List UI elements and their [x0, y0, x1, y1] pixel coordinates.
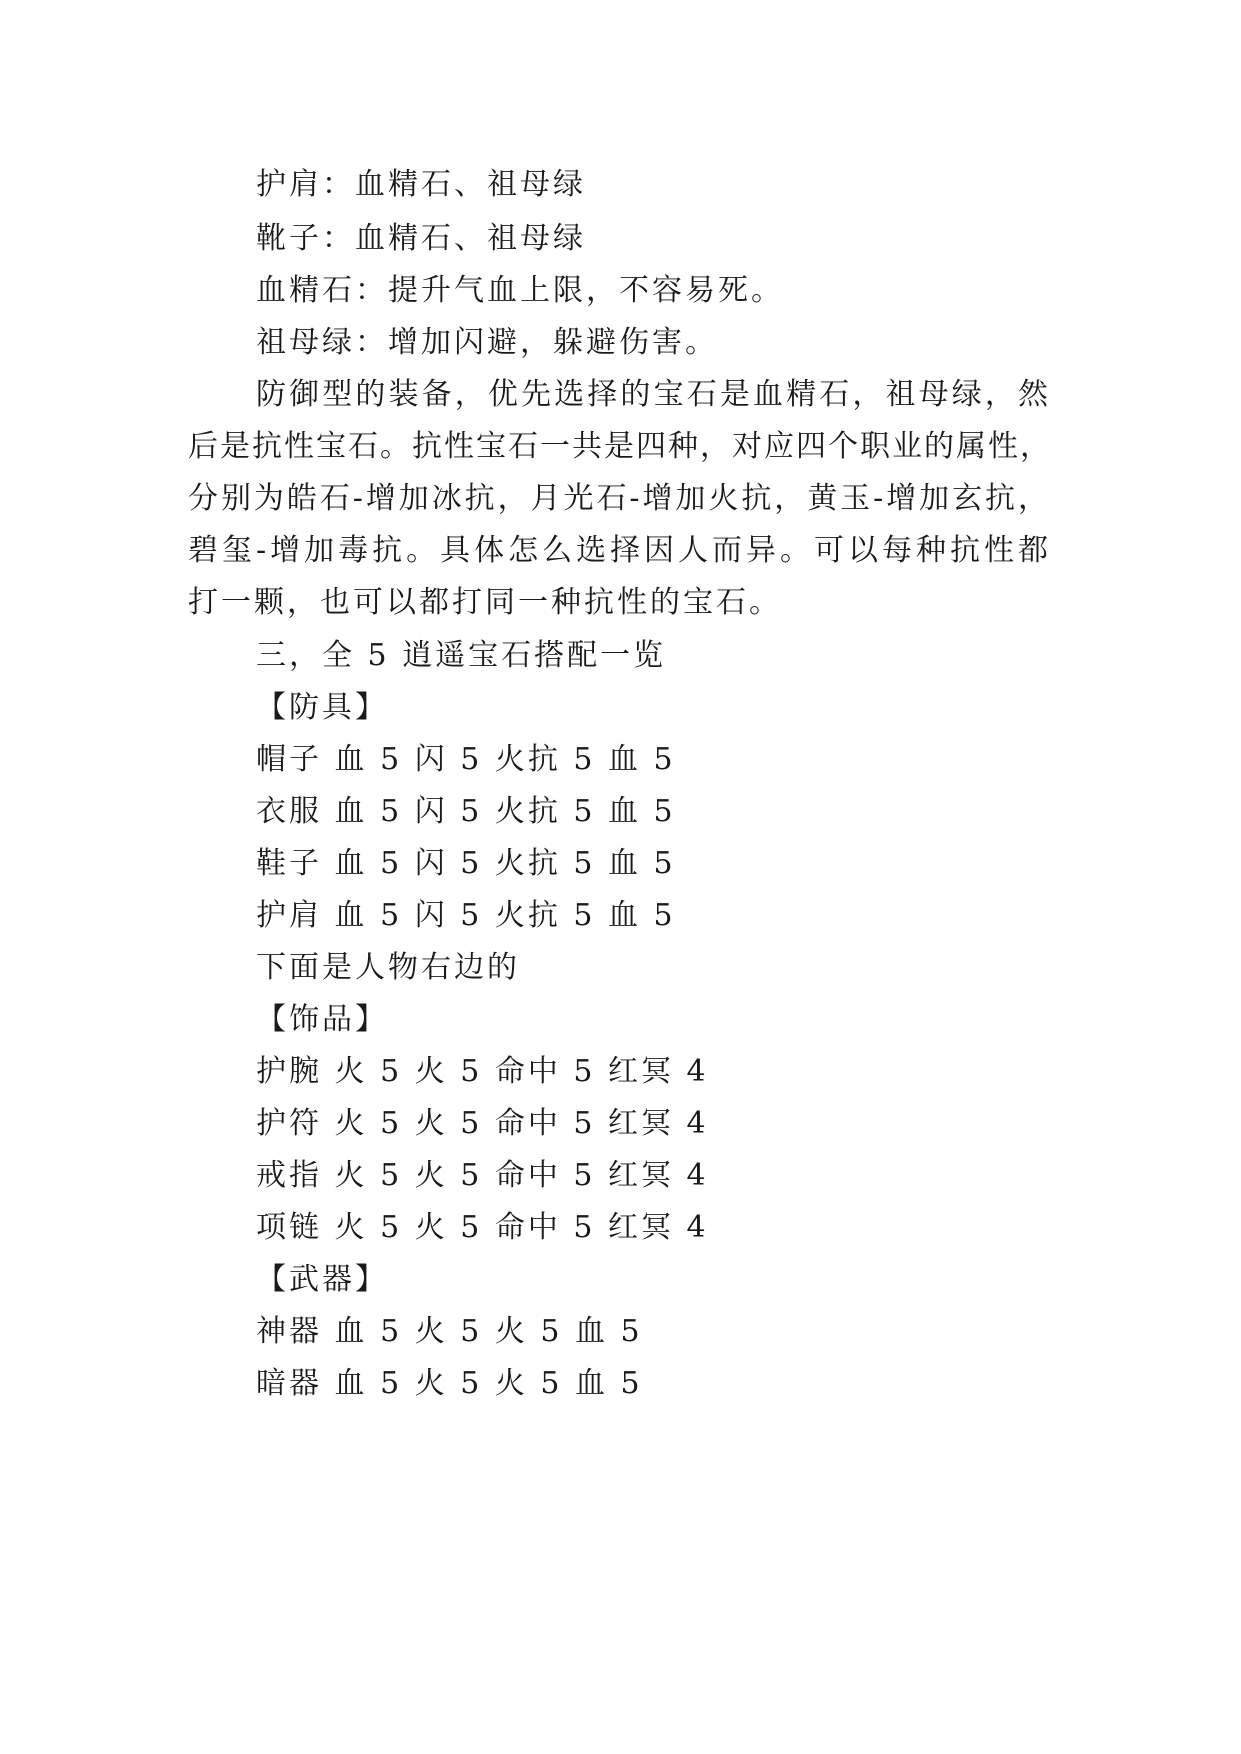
gem-row: 衣服 血 5 闪 5 火抗 5 血 5	[256, 794, 676, 829]
paragraph-line: 分别为皓石-增加冰抗，月光石-增加火抗，黄玉-增加玄抗，	[188, 481, 1050, 516]
text-line: 靴子：血精石、祖母绿	[256, 221, 586, 256]
paragraph-line: 碧玺-增加毒抗。具体怎么选择因人而异。可以每种抗性都	[188, 533, 1050, 568]
section-heading: 三，全 5 逍遥宝石搭配一览	[256, 638, 667, 673]
gem-row: 项链 火 5 火 5 命中 5 红冥 4	[256, 1210, 709, 1245]
gem-row: 护腕 火 5 火 5 命中 5 红冥 4	[256, 1054, 709, 1089]
paragraph-line: 防御型的装备，优先选择的宝石是血精石，祖母绿，然	[256, 377, 1050, 412]
gem-row: 暗器 血 5 火 5 火 5 血 5	[256, 1366, 643, 1401]
category-heading-accessories: 【饰品】	[256, 1002, 388, 1037]
text-line: 祖母绿：增加闪避，躲避伤害。	[256, 325, 718, 360]
text-line: 血精石：提升气血上限，不容易死。	[256, 273, 784, 308]
gem-row: 帽子 血 5 闪 5 火抗 5 血 5	[256, 742, 676, 777]
paragraph-line: 后是抗性宝石。抗性宝石一共是四种，对应四个职业的属性，	[188, 429, 1052, 464]
gem-row: 护肩 血 5 闪 5 火抗 5 血 5	[256, 898, 676, 933]
gem-row: 神器 血 5 火 5 火 5 血 5	[256, 1314, 643, 1349]
gem-row: 戒指 火 5 火 5 命中 5 红冥 4	[256, 1158, 709, 1193]
text-line: 下面是人物右边的	[256, 950, 520, 985]
paragraph-line: 打一颗，也可以都打同一种抗性的宝石。	[188, 585, 782, 620]
category-heading-weapons: 【武器】	[256, 1262, 388, 1297]
category-heading-armor: 【防具】	[256, 690, 388, 725]
gem-row: 护符 火 5 火 5 命中 5 红冥 4	[256, 1106, 709, 1141]
gem-row: 鞋子 血 5 闪 5 火抗 5 血 5	[256, 846, 676, 881]
text-line: 护肩：血精石、祖母绿	[256, 167, 586, 202]
